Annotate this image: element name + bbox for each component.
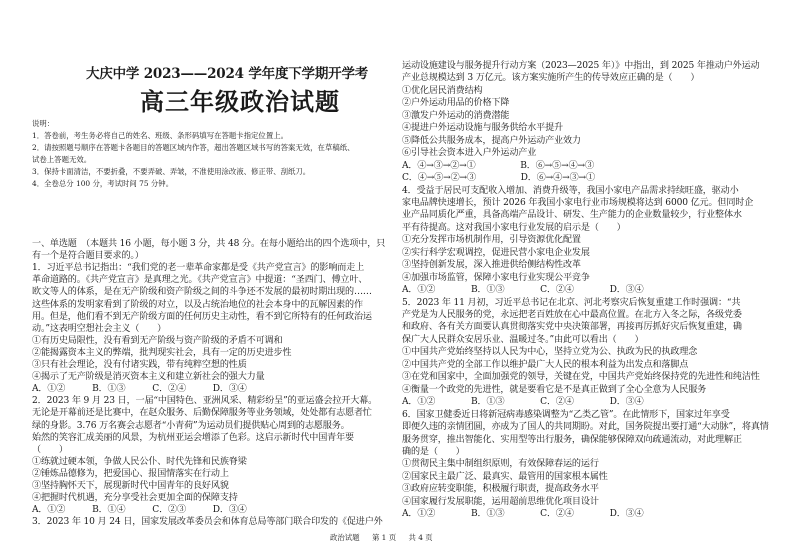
text-line: 绿的身影。3.76 万名赛会志愿者“小青荷”为运动员们提供贴心周到的志愿服务。 [32,420,350,431]
text-line: ②中国共产党的全部工作以维护最广大人民的根本利益为出发点和落脚点 [402,359,689,370]
text-line: A．①② B．①③ C．②④ D．③④ [32,384,247,395]
note-line: 1．答卷前，考生务必将自己的姓名、班级、条形码填写在答题卡指定位置上。 [32,131,288,140]
text-line: 确的是（ ） [402,446,465,457]
text-line: ②能揭露资本主义的弊端，批判现实社会，具有一定的历史进步性 [32,347,292,358]
text-line: 保广大人民群众安居乐业、温暖过冬。”由此可以看出（ ） [402,334,644,345]
text-line: ③只有社会理论，没有付诸实践，带有纯粹空想的性质 [32,360,247,370]
text-line: ①练就过硬本领，争做人民公仆、时代先锋和民族脊梁 [32,456,247,467]
text-line: 革命道路的。《共产党宣言》是真理之光。《共产党宣言》中提道：“圣西门、傅立叶、 [32,275,368,286]
text-line: 即便久违的亲情团圆，亦成为了国人的共同期盼。对此，国务院提出要打通“大动脉”，将真情 [402,422,769,433]
text-line: 服务贯穿，推出智能化、实用型等出行服务，确保能够保障双向疏通流动，对此理解正 [402,434,742,445]
text-line: 一、单选题 （本题共 16 小题，每小题 3 分，共 48 分。在每小题给出的四个选项中，只 [32,239,386,249]
note-line: 2．请按照题号顺序在答题卡各题目的答题区域内作答，超出答题区域书写的答案无效，在草稿纸、 [32,143,355,152]
text-line: 动。”这表明空想社会主义（ ） [32,323,167,334]
text-line: 这些体系的发明家看到了阶级的对立，以及占统治地位的社会本身中的瓦解因素的作 [32,299,363,310]
footer-total-pages: 共 4 页 [408,533,433,542]
text-line: 平有待提高。这对我国小家电行业发展的启示是（ ） [402,222,626,233]
footer-subject: 政治试题 [330,533,360,542]
notes-heading: 说明： [32,119,55,128]
text-line: 5．2023 年 11 月初，习近平总书记在北京、河北考察灾后恢复重建工作时强调：“共 [402,297,741,308]
exam-title: 高三年级政治试题 [140,87,340,116]
text-line: ③在党和国家中，全面加强党的领导，关键在党，中国共产党始终保持党的先进性和纯洁性 [402,372,760,383]
text-line: A．①② B．①③ C．②④ D．③④ [402,509,644,520]
text-line: 运动设施建设与服务提升行动方案（2023—2025 年）》中指出，到 2025 年推动户外运动 [402,61,760,71]
footer-page-number: 第 1 页 [371,533,397,542]
school-exam-line: 大庆中学 2023——2024 学年度下学期开学考 [86,66,369,82]
text-line: ②国家民主最广泛、最真实、最管用的国家根本属性 [402,471,608,482]
text-line: A．①② B．①③ C．②④ D．③④ [402,397,644,408]
text-line: ④把握时代机遇，充分享受社会更加全面的保障支持 [32,493,238,504]
text-line: A．④→③→②→① B．⑥→⑤→④→③ [402,160,594,171]
text-line: 产党是为人民服务的党，永远把老百姓放在心中最高位置。在北方入冬之际，各级党委 [402,310,742,320]
text-line: ②户外运动用品的价格下降 [402,98,510,109]
text-line: 和政府、各有关方面要认真贯彻落实党中央决策部署，再接再厉抓好灾后恢复重建，确 [402,322,742,333]
text-line: 产业总规模达到 3 万亿元。该方案实施所产生的传导效应正确的是（ ） [402,73,700,84]
text-line: ⑥引导社会资本进入户外运动产业 [402,148,537,159]
text-line: ①优化居民消费结构 [402,85,483,96]
text-line: ②实行科学宏观调控，促进民营小家电企业发展 [402,247,590,258]
note-line: 4．全卷总分 100 分，考试时间 75 分钟。 [32,179,174,188]
text-line: ④揭示了无产阶级是消灭资本主义和建立新社会的强大力量 [32,372,265,383]
text-line: ①有历史局限性，没有看到无产阶级与资产阶级的矛盾不可调和 [32,335,283,346]
text-line: ③激发户外运动的消费潜能 [402,110,510,121]
text-line: 始然的笑容汇成美丽的风景，为杭州亚运会增添了色彩。这启示新时代中国青年要 [32,432,354,443]
text-line: 2．2023 年 9 月 23 日，一届“中国特色、亚洲风采、精彩纷呈”的亚运盛会拉开大幕。 [32,396,378,407]
text-line: 无论是开幕前还是比赛中，在赵众服务、后勤保障服务等业务领域，处处都有志愿者忙 [32,408,372,419]
text-line: ④衡量一个政党的先进性，就是要看它是不是真正做到了全心全意为人民服务 [402,384,707,395]
note-line: 3．保持卡面清洁，不要折叠，不要弄破、弄皱，不准使用涂改液、修正带、刮纸刀。 [32,167,311,176]
text-line: ④提进户外运动设施与服务供给水平提升 [402,123,563,134]
text-line: C．④→⑤→②→③ D．⑥→④→③→① [402,173,595,184]
text-line: 有一个是符合题目要求的。） [32,251,144,262]
text-line: 4．受益于居民可支配收入增加、消费升级等，我国小家电产品需求持续旺盛，驱动小 [402,185,739,196]
text-line: ③坚持胸怀天下，展现新时代中国青年的良好风貌 [32,481,229,491]
text-line: ⑤降低公共服务成本，提高户外运动产业效力 [402,135,581,146]
note-line: 试卷上答题无效。 [32,155,92,164]
page-footer [330,532,443,543]
text-line: ④国家履行发展职能，运用超前思维优化项目设计 [402,496,599,507]
text-line: 用。但是，他们看不到无产阶级方面的任何历史主动性，看不到它所特有的任何政治运 [32,311,372,322]
text-line: A．①② B．①④ C．②③ D．③④ [32,505,247,516]
text-line: 家电品牌快速增长，预计 2026 年我国小家电行业市场规模将达到 6000 亿元。但同时企 [402,197,754,208]
text-line: ①贯彻民主集中制组织原则，有效保障春运的运行 [402,459,599,470]
text-line: 3．2023 年 10 月 24 日，国家发展改革委员会和体育总局等部门联合印发的《促进户外 [32,517,383,528]
text-line: ③政府应转变职能，积极履行职责，提高政务水平 [402,484,599,495]
text-line: 欧文等人的体系，是在无产阶级和资产阶级之间的斗争还不发展的最初时期出现的…… [32,287,372,298]
text-line: ①中国共产党始终坚持以人民为中心，坚持立党为公、执政为民的执政理念 [402,347,698,358]
text-line: 6．国家卫健委近日将新冠病毒感染调整为“乙类乙管”。在此情形下，国家过年享受 [402,409,730,420]
text-line: 业产品同质化严重，具备高端产品设计、研发、生产能力的企业数量较少，行业整体水 [402,210,742,221]
text-line: 1．习近平总书记指出：“我们党的老一辈革命家都是受《共产党宣言》的影响而走上 [32,263,365,274]
text-line: ③坚持创新发展，深入推进供给侧结构性改革 [402,260,581,271]
text-line: ④加强市场监管，保障小家电行业实现公平竞争 [402,272,590,283]
text-line: A．①② B．①③ C．②④ D．③④ [402,285,644,296]
text-line: ②锤炼品德修为，把爱国心、报国情落实在行动上 [32,468,229,479]
text-line: （ ） [32,444,68,455]
text-line: ①充分发挥市场机制作用，引导资源优化配置 [402,235,581,246]
